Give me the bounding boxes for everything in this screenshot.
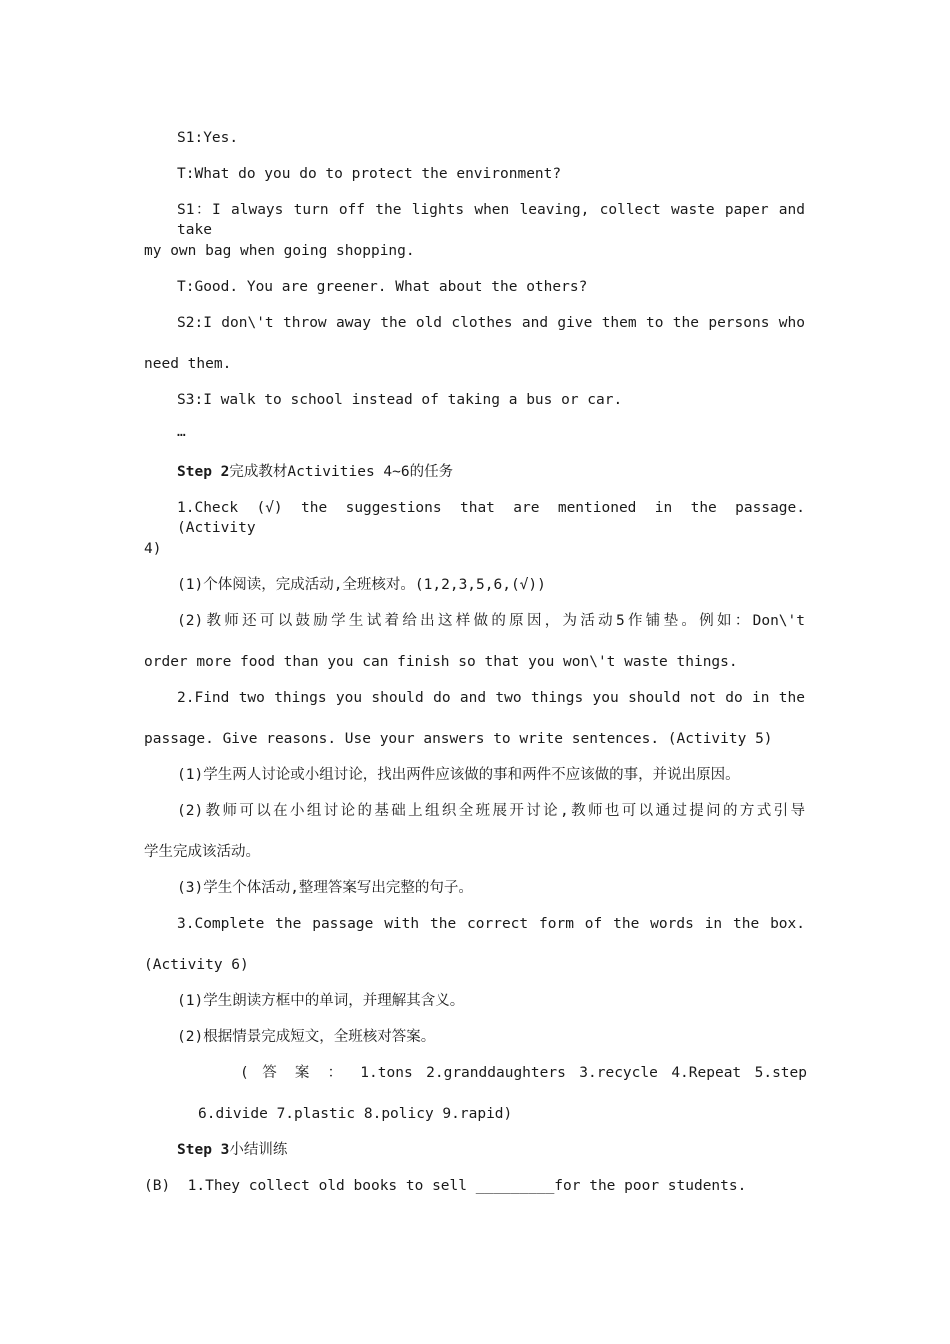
- answer-line: 6.divide 7.plastic 8.policy 9.rapid): [198, 1106, 513, 1122]
- task-line: (1)学生朗读方框中的单词，并理解其含义。: [177, 993, 465, 1009]
- step-label: Step 3: [177, 1142, 230, 1158]
- task-line: (2)教师还可以鼓励学生试着给出这样做的原因，为活动5作铺垫。例如：Don\'t: [177, 613, 805, 629]
- task-line: 4): [144, 541, 162, 557]
- step-label: Step 2: [177, 464, 230, 480]
- dialogue-line: need them.: [144, 356, 232, 372]
- task-line: 1.Check (√) the suggestions that are mentioned in the passage. (Activity: [177, 500, 805, 536]
- step-heading: [177, 1140, 287, 1160]
- dialogue-line: T:Good. You are greener. What about the others?: [177, 279, 588, 295]
- step-title: 小结训练: [229, 1142, 288, 1158]
- answer-line: ( 答 案 ： 1.tons 2.granddaughters 3.recycle 4.Repeat 5.step: [240, 1065, 807, 1081]
- dialogue-line: S2:I don\'t throw away the old clothes and give them to the persons who: [177, 315, 805, 331]
- task-line: 学生完成该活动。: [144, 844, 260, 860]
- task-line: (1)学生两人讨论或小组讨论，找出两件应该做的事和两件不应该做的事，并说出原因。: [177, 767, 740, 783]
- task-line: (2)根据情景完成短文，全班核对答案。: [177, 1029, 436, 1045]
- task-line: order more food than you can finish so that you won\'t waste things.: [144, 654, 738, 670]
- step-heading: [177, 462, 453, 482]
- ellipsis: …: [177, 424, 186, 440]
- dialogue-line: S1：I always turn off the lights when leaving, collect waste paper and take: [177, 202, 805, 238]
- task-line: (2)教师可以在小组讨论的基础上组织全班展开讨论,教师也可以通过提问的方式引导: [177, 803, 805, 819]
- dialogue-line: my own bag when going shopping.: [144, 243, 415, 259]
- task-line: (1)个体阅读，完成活动,全班核对。(1,2,3,5,6,(√)): [177, 577, 546, 593]
- task-line: passage. Give reasons. Use your answers to write sentences. (Activity 5): [144, 731, 773, 747]
- task-line: 3.Complete the passage with the correct form of the words in the box.: [177, 916, 805, 932]
- task-line: 2.Find two things you should do and two things you should not do in the: [177, 690, 805, 706]
- task-line: (Activity 6): [144, 957, 249, 973]
- dialogue-line: S3:I walk to school instead of taking a bus or car.: [177, 392, 623, 408]
- dialogue-line: S1:Yes.: [177, 130, 239, 146]
- step-title: 完成教材Activities 4~6的任务: [229, 464, 454, 480]
- exercise-line: (B) 1.They collect old books to sell _________for the poor students.: [144, 1178, 747, 1194]
- task-line: (3)学生个体活动,整理答案写出完整的句子。: [177, 880, 473, 896]
- dialogue-line: T:What do you do to protect the environment?: [177, 166, 562, 182]
